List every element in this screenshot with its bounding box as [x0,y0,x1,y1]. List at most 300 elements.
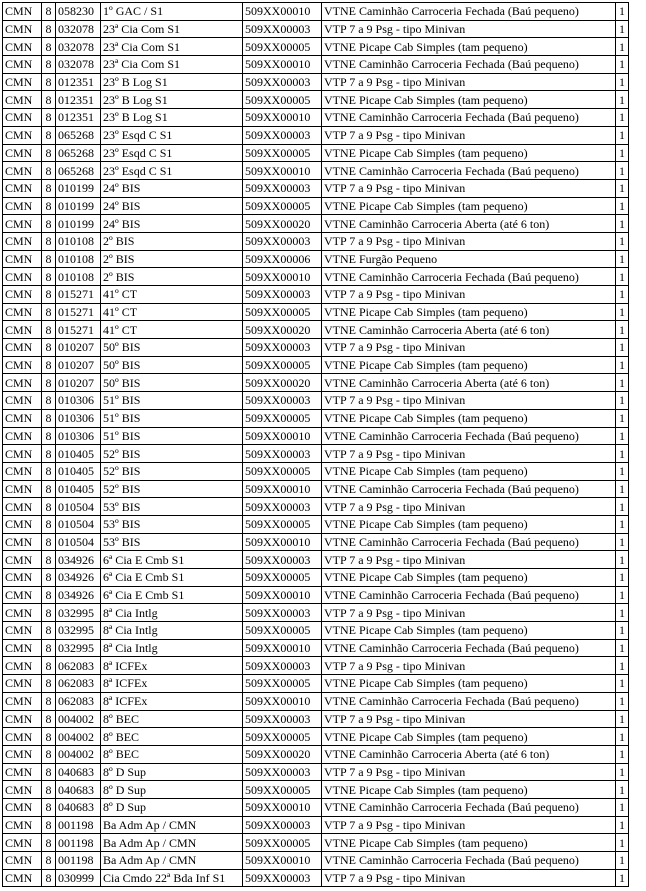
quantity-cell: 1 [616,38,629,56]
vehicle-description-cell: VTNE Picape Cab Simples (tam pequeno) [322,144,616,162]
unit-code-cell: 010108 [56,268,101,286]
unit-name-cell: 8º BEC [101,728,243,746]
unit-code-cell: 010405 [56,445,101,463]
unit-code-cell: 010108 [56,250,101,268]
quantity-cell: 1 [616,604,629,622]
region-cell: CMN [3,3,42,21]
vehicle-description-cell: VTP 7 a 9 Psg - tipo Minivan [322,710,616,728]
vehicle-description-cell: VTNE Picape Cab Simples (tam pequeno) [322,462,616,480]
unit-code-cell: 004002 [56,745,101,763]
table-row [3,126,629,144]
region-cell: CMN [3,586,42,604]
item-code-cell: 509XX00005 [243,781,322,799]
unit-code-cell: 010199 [56,197,101,215]
table-row [3,533,629,551]
item-code-cell: 509XX00005 [243,675,322,693]
table-row [3,268,629,286]
vehicle-description-cell: VTNE Caminhão Carroceria Aberta (até 6 ton) [322,745,616,763]
region-cell: CMN [3,480,42,498]
item-code-cell: 509XX00003 [243,551,322,569]
quantity-cell: 1 [616,321,629,339]
region-cell: CMN [3,551,42,569]
item-code-cell: 509XX00010 [243,3,322,21]
vehicle-description-cell: VTNE Caminhão Carroceria Fechada (Baú pequeno) [322,639,616,657]
item-code-cell: 509XX00010 [243,533,322,551]
number-cell: 8 [42,73,56,91]
unit-code-cell: 012351 [56,73,101,91]
table-row [3,38,629,56]
unit-name-cell: 8º BEC [101,710,243,728]
item-code-cell: 509XX00020 [243,215,322,233]
number-cell: 8 [42,162,56,180]
item-code-cell: 509XX00005 [243,622,322,640]
region-cell: CMN [3,232,42,250]
vehicle-description-cell: VTNE Caminhão Carroceria Fechada (Baú pequeno) [322,852,616,870]
region-cell: CMN [3,657,42,675]
region-cell: CMN [3,675,42,693]
number-cell: 8 [42,286,56,304]
region-cell: CMN [3,745,42,763]
region-cell: CMN [3,91,42,109]
item-code-cell: 509XX00003 [243,445,322,463]
table-row [3,834,629,852]
quantity-cell: 1 [616,303,629,321]
region-cell: CMN [3,303,42,321]
region-cell: CMN [3,692,42,710]
unit-name-cell: 52º BIS [101,445,243,463]
vehicle-description-cell: VTP 7 a 9 Psg - tipo Minivan [322,763,616,781]
number-cell: 8 [42,197,56,215]
unit-name-cell: Ba Adm Ap / CMN [101,816,243,834]
item-code-cell: 509XX00003 [243,710,322,728]
quantity-cell: 1 [616,869,629,887]
region-cell: CMN [3,869,42,887]
table-row [3,56,629,74]
table-row [3,109,629,127]
region-cell: CMN [3,728,42,746]
region-cell: CMN [3,604,42,622]
quantity-cell: 1 [616,480,629,498]
table-row [3,197,629,215]
vehicle-description-cell: VTNE Caminhão Carroceria Fechada (Baú pequeno) [322,586,616,604]
table-row [3,728,629,746]
unit-code-cell: 010199 [56,179,101,197]
number-cell: 8 [42,639,56,657]
unit-code-cell: 062083 [56,657,101,675]
unit-name-cell: 23º B Log S1 [101,109,243,127]
vehicle-description-cell: VTP 7 a 9 Psg - tipo Minivan [322,126,616,144]
table-row [3,409,629,427]
number-cell: 8 [42,144,56,162]
region-cell: CMN [3,427,42,445]
vehicle-description-cell: VTNE Picape Cab Simples (tam pequeno) [322,834,616,852]
table-row [3,250,629,268]
number-cell: 8 [42,356,56,374]
quantity-cell: 1 [616,675,629,693]
number-cell: 8 [42,392,56,410]
item-code-cell: 509XX00003 [243,232,322,250]
number-cell: 8 [42,586,56,604]
unit-name-cell: 8ª Cia Intlg [101,604,243,622]
unit-name-cell: 23º Esqd C S1 [101,144,243,162]
unit-code-cell: 010207 [56,356,101,374]
unit-code-cell: 032995 [56,639,101,657]
unit-name-cell: 24º BIS [101,197,243,215]
table-row [3,20,629,38]
quantity-cell: 1 [616,586,629,604]
table-row [3,356,629,374]
quantity-cell: 1 [616,250,629,268]
number-cell: 8 [42,126,56,144]
unit-name-cell: 23º B Log S1 [101,91,243,109]
unit-code-cell: 065268 [56,144,101,162]
quantity-cell: 1 [616,356,629,374]
number-cell: 8 [42,232,56,250]
vehicle-description-cell: VTP 7 a 9 Psg - tipo Minivan [322,179,616,197]
item-code-cell: 509XX00010 [243,56,322,74]
quantity-cell: 1 [616,73,629,91]
item-code-cell: 509XX00005 [243,144,322,162]
table-row [3,462,629,480]
item-code-cell: 509XX00003 [243,20,322,38]
unit-name-cell: 52º BIS [101,480,243,498]
unit-name-cell: 50º BIS [101,339,243,357]
unit-code-cell: 034926 [56,569,101,587]
region-cell: CMN [3,286,42,304]
vehicle-description-cell: VTNE Picape Cab Simples (tam pequeno) [322,356,616,374]
vehicle-description-cell: VTP 7 a 9 Psg - tipo Minivan [322,73,616,91]
vehicle-description-cell: VTNE Caminhão Carroceria Fechada (Baú pequeno) [322,3,616,21]
region-cell: CMN [3,781,42,799]
vehicle-description-cell: VTP 7 a 9 Psg - tipo Minivan [322,20,616,38]
item-code-cell: 509XX00005 [243,728,322,746]
vehicle-description-cell: VTNE Picape Cab Simples (tam pequeno) [322,781,616,799]
quantity-cell: 1 [616,374,629,392]
unit-name-cell: 53º BIS [101,515,243,533]
quantity-cell: 1 [616,710,629,728]
region-cell: CMN [3,374,42,392]
number-cell: 8 [42,374,56,392]
table-row [3,286,629,304]
quantity-cell: 1 [616,20,629,38]
unit-name-cell: 6ª Cia E Cmb S1 [101,586,243,604]
number-cell: 8 [42,91,56,109]
table-row [3,622,629,640]
quantity-cell: 1 [616,126,629,144]
vehicle-description-cell: VTP 7 a 9 Psg - tipo Minivan [322,869,616,887]
unit-code-cell: 015271 [56,321,101,339]
unit-code-cell: 010504 [56,498,101,516]
unit-name-cell: 8ª ICFEx [101,675,243,693]
table-row [3,144,629,162]
unit-name-cell: 53º BIS [101,533,243,551]
unit-name-cell: 6ª Cia E Cmb S1 [101,569,243,587]
vehicle-description-cell: VTNE Caminhão Carroceria Aberta (até 6 ton) [322,215,616,233]
region-cell: CMN [3,392,42,410]
region-cell: CMN [3,179,42,197]
table-row [3,569,629,587]
table-row [3,303,629,321]
unit-name-cell: 51º BIS [101,427,243,445]
region-cell: CMN [3,250,42,268]
item-code-cell: 509XX00005 [243,515,322,533]
vehicle-description-cell: VTP 7 a 9 Psg - tipo Minivan [322,339,616,357]
vehicle-description-cell: VTP 7 a 9 Psg - tipo Minivan [322,445,616,463]
quantity-cell: 1 [616,763,629,781]
table-row [3,232,629,250]
unit-code-cell: 012351 [56,109,101,127]
quantity-cell: 1 [616,91,629,109]
unit-name-cell: 24º BIS [101,215,243,233]
vehicle-description-cell: VTNE Caminhão Carroceria Fechada (Baú pequeno) [322,480,616,498]
quantity-cell: 1 [616,834,629,852]
unit-name-cell: 24º BIS [101,179,243,197]
number-cell: 8 [42,56,56,74]
item-code-cell: 509XX00005 [243,462,322,480]
quantity-cell: 1 [616,427,629,445]
region-cell: CMN [3,798,42,816]
table-row [3,675,629,693]
item-code-cell: 509XX00020 [243,321,322,339]
table-row [3,215,629,233]
item-code-cell: 509XX00003 [243,763,322,781]
unit-name-cell: 41º CT [101,303,243,321]
region-cell: CMN [3,109,42,127]
unit-code-cell: 032078 [56,38,101,56]
quantity-cell: 1 [616,657,629,675]
number-cell: 8 [42,480,56,498]
item-code-cell: 509XX00020 [243,745,322,763]
region-cell: CMN [3,268,42,286]
unit-code-cell: 010306 [56,409,101,427]
number-cell: 8 [42,551,56,569]
item-code-cell: 509XX00003 [243,179,322,197]
item-code-cell: 509XX00003 [243,286,322,304]
unit-code-cell: 010306 [56,427,101,445]
unit-code-cell: 010306 [56,392,101,410]
quantity-cell: 1 [616,515,629,533]
vehicle-description-cell: VTP 7 a 9 Psg - tipo Minivan [322,657,616,675]
number-cell: 8 [42,498,56,516]
unit-code-cell: 032995 [56,604,101,622]
region-cell: CMN [3,763,42,781]
table-row [3,692,629,710]
unit-code-cell: 065268 [56,162,101,180]
table-body [3,3,629,887]
number-cell: 8 [42,515,56,533]
region-cell: CMN [3,409,42,427]
number-cell: 8 [42,20,56,38]
table-row [3,604,629,622]
unit-code-cell: 032078 [56,56,101,74]
unit-name-cell: 8º D Sup [101,781,243,799]
unit-code-cell: 001198 [56,816,101,834]
unit-code-cell: 015271 [56,303,101,321]
item-code-cell: 509XX00010 [243,692,322,710]
number-cell: 8 [42,268,56,286]
item-code-cell: 509XX00010 [243,427,322,445]
table-row [3,852,629,870]
region-cell: CMN [3,356,42,374]
unit-code-cell: 032995 [56,622,101,640]
region-cell: CMN [3,852,42,870]
unit-name-cell: 8º BEC [101,745,243,763]
quantity-cell: 1 [616,816,629,834]
region-cell: CMN [3,515,42,533]
vehicle-description-cell: VTP 7 a 9 Psg - tipo Minivan [322,551,616,569]
item-code-cell: 509XX00020 [243,374,322,392]
vehicle-description-cell: VTNE Picape Cab Simples (tam pequeno) [322,38,616,56]
unit-name-cell: 50º BIS [101,356,243,374]
vehicle-description-cell: VTNE Caminhão Carroceria Fechada (Baú pequeno) [322,162,616,180]
region-cell: CMN [3,622,42,640]
unit-name-cell: 8º D Sup [101,763,243,781]
unit-code-cell: 010405 [56,462,101,480]
unit-name-cell: 2º BIS [101,250,243,268]
table-row [3,763,629,781]
region-cell: CMN [3,321,42,339]
unit-code-cell: 065268 [56,126,101,144]
unit-name-cell: 23º B Log S1 [101,73,243,91]
unit-name-cell: 8ª Cia Intlg [101,622,243,640]
vehicle-description-cell: VTP 7 a 9 Psg - tipo Minivan [322,392,616,410]
item-code-cell: 509XX00010 [243,586,322,604]
number-cell: 8 [42,462,56,480]
vehicle-description-cell: VTNE Picape Cab Simples (tam pequeno) [322,197,616,215]
table-row [3,91,629,109]
item-code-cell: 509XX00005 [243,197,322,215]
item-code-cell: 509XX00010 [243,268,322,286]
table-row [3,781,629,799]
vehicle-description-cell: VTNE Picape Cab Simples (tam pequeno) [322,303,616,321]
table-row [3,321,629,339]
unit-code-cell: 032078 [56,20,101,38]
vehicle-description-cell: VTNE Picape Cab Simples (tam pequeno) [322,409,616,427]
item-code-cell: 509XX00010 [243,109,322,127]
unit-code-cell: 040683 [56,798,101,816]
vehicle-description-cell: VTNE Picape Cab Simples (tam pequeno) [322,622,616,640]
number-cell: 8 [42,745,56,763]
item-code-cell: 509XX00003 [243,869,322,887]
quantity-cell: 1 [616,798,629,816]
unit-name-cell: 23º Esqd C S1 [101,162,243,180]
region-cell: CMN [3,20,42,38]
region-cell: CMN [3,816,42,834]
item-code-cell: 509XX00005 [243,356,322,374]
number-cell: 8 [42,781,56,799]
region-cell: CMN [3,462,42,480]
vehicle-description-cell: VTNE Picape Cab Simples (tam pequeno) [322,728,616,746]
quantity-cell: 1 [616,392,629,410]
unit-name-cell: 52º BIS [101,462,243,480]
unit-code-cell: 062083 [56,675,101,693]
table-row [3,869,629,887]
number-cell: 8 [42,533,56,551]
unit-code-cell: 004002 [56,728,101,746]
unit-name-cell: 23ª Cia Com S1 [101,38,243,56]
vehicle-description-cell: VTNE Picape Cab Simples (tam pequeno) [322,569,616,587]
unit-code-cell: 012351 [56,91,101,109]
number-cell: 8 [42,179,56,197]
vehicle-description-cell: VTNE Caminhão Carroceria Aberta (até 6 ton) [322,321,616,339]
vehicle-description-cell: VTNE Caminhão Carroceria Fechada (Baú pequeno) [322,798,616,816]
unit-name-cell: 23ª Cia Com S1 [101,56,243,74]
region-cell: CMN [3,339,42,357]
number-cell: 8 [42,409,56,427]
region-cell: CMN [3,710,42,728]
quantity-cell: 1 [616,162,629,180]
number-cell: 8 [42,445,56,463]
table-row [3,179,629,197]
item-code-cell: 509XX00003 [243,816,322,834]
table-row [3,798,629,816]
item-code-cell: 509XX00003 [243,392,322,410]
vehicle-description-cell: VTNE Caminhão Carroceria Fechada (Baú pequeno) [322,692,616,710]
unit-code-cell: 058230 [56,3,101,21]
unit-code-cell: 030999 [56,869,101,887]
number-cell: 8 [42,852,56,870]
unit-code-cell: 010207 [56,374,101,392]
number-cell: 8 [42,321,56,339]
number-cell: 8 [42,657,56,675]
item-code-cell: 509XX00005 [243,38,322,56]
table-row [3,374,629,392]
number-cell: 8 [42,38,56,56]
quantity-cell: 1 [616,144,629,162]
unit-name-cell: 6ª Cia E Cmb S1 [101,551,243,569]
region-cell: CMN [3,639,42,657]
item-code-cell: 509XX00010 [243,480,322,498]
table-row [3,3,629,21]
vehicle-description-cell: VTNE Caminhão Carroceria Fechada (Baú pequeno) [322,56,616,74]
unit-name-cell: 2º BIS [101,232,243,250]
unit-name-cell: 1º GAC / S1 [101,3,243,21]
unit-code-cell: 010504 [56,515,101,533]
region-cell: CMN [3,38,42,56]
region-cell: CMN [3,197,42,215]
item-code-cell: 509XX00010 [243,639,322,657]
number-cell: 8 [42,710,56,728]
quantity-cell: 1 [616,197,629,215]
number-cell: 8 [42,816,56,834]
quantity-cell: 1 [616,286,629,304]
table-row [3,162,629,180]
number-cell: 8 [42,427,56,445]
vehicle-description-cell: VTP 7 a 9 Psg - tipo Minivan [322,604,616,622]
region-cell: CMN [3,73,42,91]
unit-name-cell: 8ª ICFEx [101,657,243,675]
unit-code-cell: 004002 [56,710,101,728]
vehicle-description-cell: VTP 7 a 9 Psg - tipo Minivan [322,498,616,516]
unit-name-cell: Ba Adm Ap / CMN [101,834,243,852]
number-cell: 8 [42,798,56,816]
quantity-cell: 1 [616,409,629,427]
region-cell: CMN [3,569,42,587]
quantity-cell: 1 [616,639,629,657]
table-row [3,392,629,410]
unit-name-cell: 8ª Cia Intlg [101,639,243,657]
table-row [3,639,629,657]
item-code-cell: 509XX00010 [243,162,322,180]
table-row [3,586,629,604]
item-code-cell: 509XX00010 [243,798,322,816]
unit-code-cell: 010108 [56,232,101,250]
unit-name-cell: 8ª ICFEx [101,692,243,710]
number-cell: 8 [42,763,56,781]
number-cell: 8 [42,692,56,710]
quantity-cell: 1 [616,339,629,357]
quantity-cell: 1 [616,569,629,587]
